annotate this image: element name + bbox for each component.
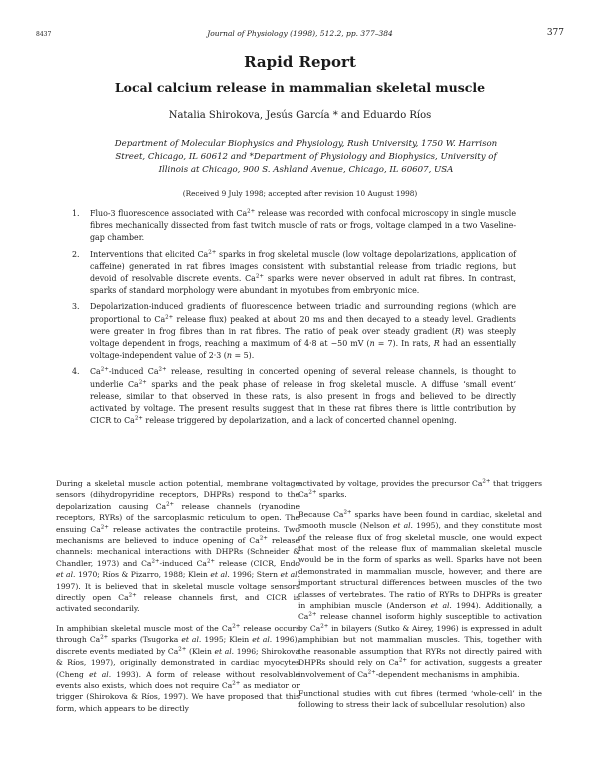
affiliation-line: Illinois at Chicago, 900 S. Ashland Avenue, Chicago, IL 60607, USA [158,165,454,175]
abstract-list [72,208,516,431]
abstract-item-text: $Ca^{2+}$-induced $Ca^{2+}$ release, resulting in concerted opening of several release channels, is thought to underlie $Ca^{2+}$ sparks and the peak phase of release in frog skeletal muscle. A diffuse ‘small event’ release, similar to that observed in these rats, is also present in frogs and believed to be directly activated by voltage. The present results suggest that in these rat fibres there is little contribution by CICR to $Ca^{2+}$ release triggered by depolarization, and a lack of concerted channel opening. [90,366,516,426]
journal-citation: Journal of Physiology (1998), 512.2, pp. 377–384 [207,29,393,38]
abstract-item-number: 3. [72,302,80,312]
abstract-item-number: 1. [72,209,80,218]
abstract-item-number: 4. [72,367,80,377]
article-type: Rapid Report [244,53,356,71]
page-number: 377 [546,28,564,38]
header-code: 8437 [36,31,52,38]
body-paragraph: activated by voltage, provides the precursor $Ca^{2+}$ that triggers $Ca^{2+}$ sparks. [298,478,543,500]
body-paragraph: Functional studies with cut fibres (termed ‘whole-cell’ in the following to stress their lack of subcellular resolution) also [298,688,542,710]
abstract-item [72,208,516,245]
body-paragraph: Because $Ca^{2+}$ sparks have been found in cardiac, skeletal and smooth muscle (Nelson et al. 1995), and they constitute most of the release flux of frog skeletal muscle, one would expect that most of the release flux of mammalian skeletal muscle would be in the form of sparks as well. Sparks have not been demonstrated in mammalian muscle, however, and there are important structural differences between muscles of the two classes of vertebrates. The ratio of RYRs to DHPRs is greater in amphibian muscle (Anderson et al. 1994). Additionally, a $Ca^{2+}$ release channel isoform highly susceptible to activation by $Ca^{2+}$ in bilayers (Sutko & Airey, 1996) is expressed in adult amphibian but not mammalian muscles. This, together with the reasonable assumption that RYRs not directly paired with DHPRs should rely on $Ca^{2+}$ for activation, suggests a greater involvement of $Ca^{2+}$-dependent mechanisms in amphibia. [298,509,543,679]
abstract-item-text: Depolarization-induced gradients of fluorescence between triadic and surrounding regions (which are proportional to $Ca^{2+}$ release flux) peaked at about 20 ms and then decayed to a steady level. Gradients were greater in frog fibres than in rat fibres. The ratio of peak over steady gradient (R) was steeply voltage dependent in frogs, reaching a maximum of 4·8 at −50 mV (n = 7). In rats, R had an essentially voltage-independent value of 2·3 (n = 5). [90,302,516,361]
affiliation-line: Department of Molecular Biophysics and Physiology, Rush University, 1750 W. Harrison [114,139,498,149]
article-title: Local calcium release in mammalian skeletal muscle [114,80,486,95]
affiliation-line: Street, Chicago, IL 60612 and *Department of Physiology and Biophysics, University of [115,152,497,162]
abstract-item [72,301,516,362]
body-column-right [298,478,542,719]
body-paragraph: In amphibian skeletal muscle most of the $Ca^{2+}$ release occurs through $Ca^{2+}$ sparks (Tsugorka et al. 1995; Klein et al. 1996), discrete events mediated by $Ca^{2+}$ (Klein et al. 1996; Shirokova & Ríos, 1997), originally demonstrated in cardiac myocytes (Cheng et al. 1993). A form of release without resolvable events also exists, which does not require $Ca^{2+}$ as mediator or trigger (Shirokova & Ríos, 1997). We have proposed that this form, which appears to be directly [56,623,300,713]
abstract-item-text: Fluo-3 fluorescence associated with $Ca^{2+}$ release was recorded with confocal microscopy in single muscle fibres mechanically dissected from fast twitch muscle of rats or frogs, voltage clamped in a two Vaseline-gap chamber. [90,208,516,243]
authors: Natalia Shirokova, Jesús García * and Eduardo Ríos [168,110,432,121]
affiliation [96,138,516,177]
received-dates: (Received 9 July 1998; accepted after revision 10 August 1998) [182,189,418,198]
body-paragraph: During a skeletal muscle action potential, membrane voltage sensors (dihydropyridine receptors, DHPRs) respond to the depolarization causing $Ca^{2+}$ release channels (ryanodine receptors, RYRs) of the sarcoplasmic reticulum to open. The ensuing $Ca^{2+}$ release activates the contractile proteins. Two mechanisms are believed to induce opening of $Ca^{2+}$ release channels: mechanical interactions with DHPRs (Schneider & Chandler, 1973) and $Ca^{2+}$-induced $Ca^{2+}$ release (CICR, Endo et al. 1970; Ríos & Pizarro, 1988; Klein et al. 1996; Stern et al. 1997). It is believed that in skeletal muscle voltage sensors directly open $Ca^{2+}$ release channels first, and CICR is activated secondarily. [56,479,301,614]
abstract-item [72,248,516,298]
body-column-left [56,478,300,722]
abstract-item [72,366,516,427]
abstract-item-text: Interventions that elicited $Ca^{2+}$ sparks in frog skeletal muscle (low voltage depolarizations, application of caffeine) generated in rat fibres images consistent with substantial release from triadic regions, but devoid of resolvable discrete events. $Ca^{2+}$ sparks were never observed in adult rat fibres. In contrast, sparks of standard morphology were abundant in myotubes from embryonic mice. [90,248,516,296]
abstract-item-number: 2. [72,249,80,259]
